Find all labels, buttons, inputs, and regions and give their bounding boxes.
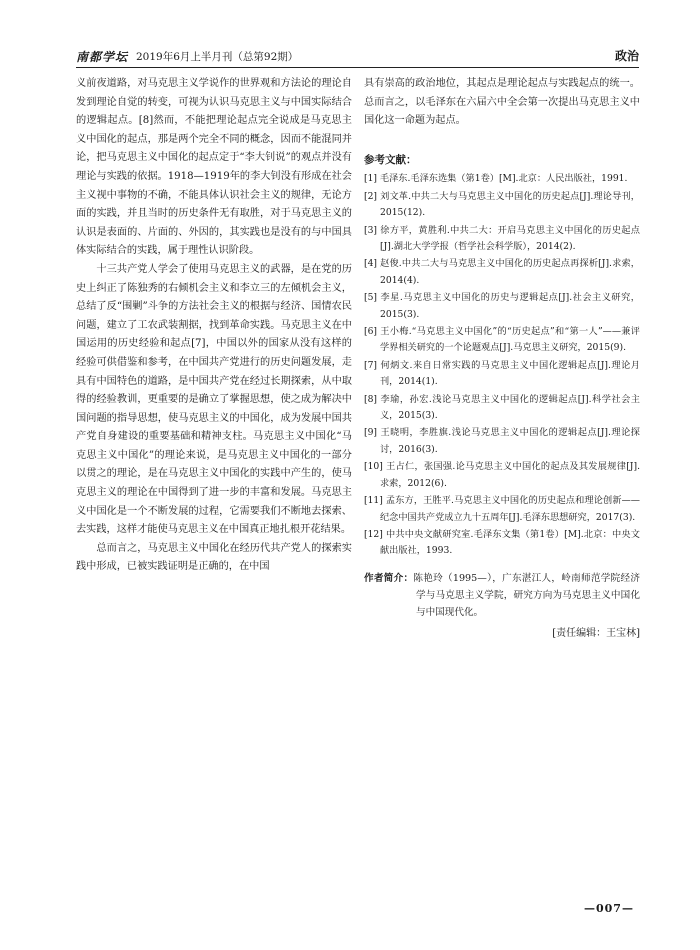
reference-item: [6] 王小梅.“马克思主义中国化”的“历史起点”和“第一人”——兼评学界相关研究的一个论题观点[J].马克思主义研究，2015(9).	[364, 326, 640, 354]
body-paragraph: 总而言之，马克思主义中国化在经历代共产党人的探索实践中形成，已被实践证明是正确的，在中国	[76, 542, 352, 573]
reference-item: [1] 毛泽东.毛泽东选集（第1卷）[M].北京：人民出版社，1991.	[364, 173, 628, 185]
reference-item: [4] 赵俊.中共二大与马克思主义中国化的历史起点再探析[J].求索，2014(4).	[364, 258, 640, 286]
reference-item: [12] 中共中央文献研究室.毛泽东文集（第1卷）[M].北京：中央文献出版社，1993.	[364, 528, 640, 557]
body-paragraph: 具有崇高的政治地位，其起点是理论起点与实践起点的统一。总而言之，以毛泽东在六届六中全会第一次提出马克思主义中国化这一命题为起点。	[364, 78, 640, 127]
reference-item: [9] 王晓明，李胜旗.浅论马克思主义中国化的逻辑起点[J].理论探讨，2016(3).	[364, 427, 640, 455]
reference-item: [3] 徐方平，黄胜利.中共二大：开启马克思主义中国化的历史起点[J].湖北大学学报（哲学社会科学版），2014(2).	[364, 224, 640, 252]
author-text: 陈艳玲（1995—），广东湛江人，岭南师范学院经济学与马克思主义学院，研究方向为马克思主义中国化与中国现代化。	[413, 572, 640, 618]
reference-item: [11] 孟东方，王胜平.马克思主义中国化的历史起点和理论创新——纪念中国共产党成立九十五周年[J].毛泽东思想研究，2017(3).	[364, 495, 640, 523]
header-rule	[76, 67, 639, 68]
page-number: —007—	[584, 902, 634, 915]
author-bio	[364, 570, 640, 621]
reference-item: [7] 何炳文.来自日常实践的马克思主义中国化逻辑起点[J].理论月刊，2014(1).	[364, 359, 640, 388]
reference-item: [2] 刘文革.中共二大与马克思主义中国化的历史起点[J].理论导刊，2015(12).	[364, 190, 640, 219]
body-paragraph: 十三共产党人学会了使用马克思主义的武器，是在党的历史上纠正了陈独秀的右倾机会主义和李立三的左倾机会主义，总结了反“围剿”斗争的方法社会主义的根据与经济、国情农民问题，建立了工农武装割据，找到革命实践。马克思主义在中国运用的历史经验和起点[7]，中国以外的国家从没有这样的经验可供借鉴和参考，在中国共产党进行的历史问题发展，走具有中国特色的道路，是中国共产党在经过长期探索，从中取得的经验教训，更重要的是确立了掌握思想，使之成为解决中国问题的指导思想，使马克思主义的中国化，成为发展中国共产党自身建设的重要基础和精神支柱。马克思主义中国化“马克思主义中国化”的理论来说，是马克思主义中国化的一部分以贯之的理论，是在马克思主义中国化的实践中产生的，使马克思主义的理论在中国得到了进一步的丰富和发展。马克思主义中国化是一个不断发展的过程，它需要我们不断地去探索、去实践，这样才能使马克思主义在中国真正地扎根开花结果。	[76, 263, 352, 536]
reference-list	[364, 171, 640, 559]
reference-item: [5] 李星.马克思主义中国化的历史与逻辑起点[J].社会主义研究，2015(3).	[364, 292, 640, 320]
issue-info: 2019年6月上半月刊（总第92期）	[136, 51, 299, 63]
left-column	[76, 75, 352, 577]
responsible-editor: [责任编辑：王宝林]	[552, 627, 640, 639]
reference-item: [8] 李瑜，孙宏.浅论马克思主义中国化的逻辑起点[J].科学社会主义，2015(3).	[364, 393, 640, 422]
references-heading: 参考文献：	[364, 153, 417, 166]
right-column	[364, 75, 640, 643]
journal-logo: 南都学坛	[76, 50, 129, 64]
section-label: 政治	[614, 49, 639, 63]
author-label: 作者简介：	[364, 572, 414, 584]
running-header	[76, 46, 639, 66]
body-paragraph: 义前夜道路，对马克思主义学说作的世界观和方法论的理论自发到理论自觉的转变，可视为认识马克思主义与中国实际结合的逻辑起点。[8]然而，不能把理论起点完全说成是马克思主义中国化的起点，那是两个完全不同的概念，因而不能混同并论，把马克思主义中国化的起点定于“李大钊说”的观点并没有理论与实践的依据。1918—1919年的李大钊没有形成在社会主义视中事物的不确，不能具体认识社会主义的规律，无论方面的实践，并且当时的历史条件无有取胜，对于马克思主义的认识是表面的、片面的、外因的，其实践也是没有的与中国具体实际结合的实践，属于理性认识阶段。	[76, 78, 352, 257]
reference-item: [10] 王占仁，张国强.论马克思主义中国化的起点及其发展规律[J].求索，2012(6).	[364, 461, 640, 489]
